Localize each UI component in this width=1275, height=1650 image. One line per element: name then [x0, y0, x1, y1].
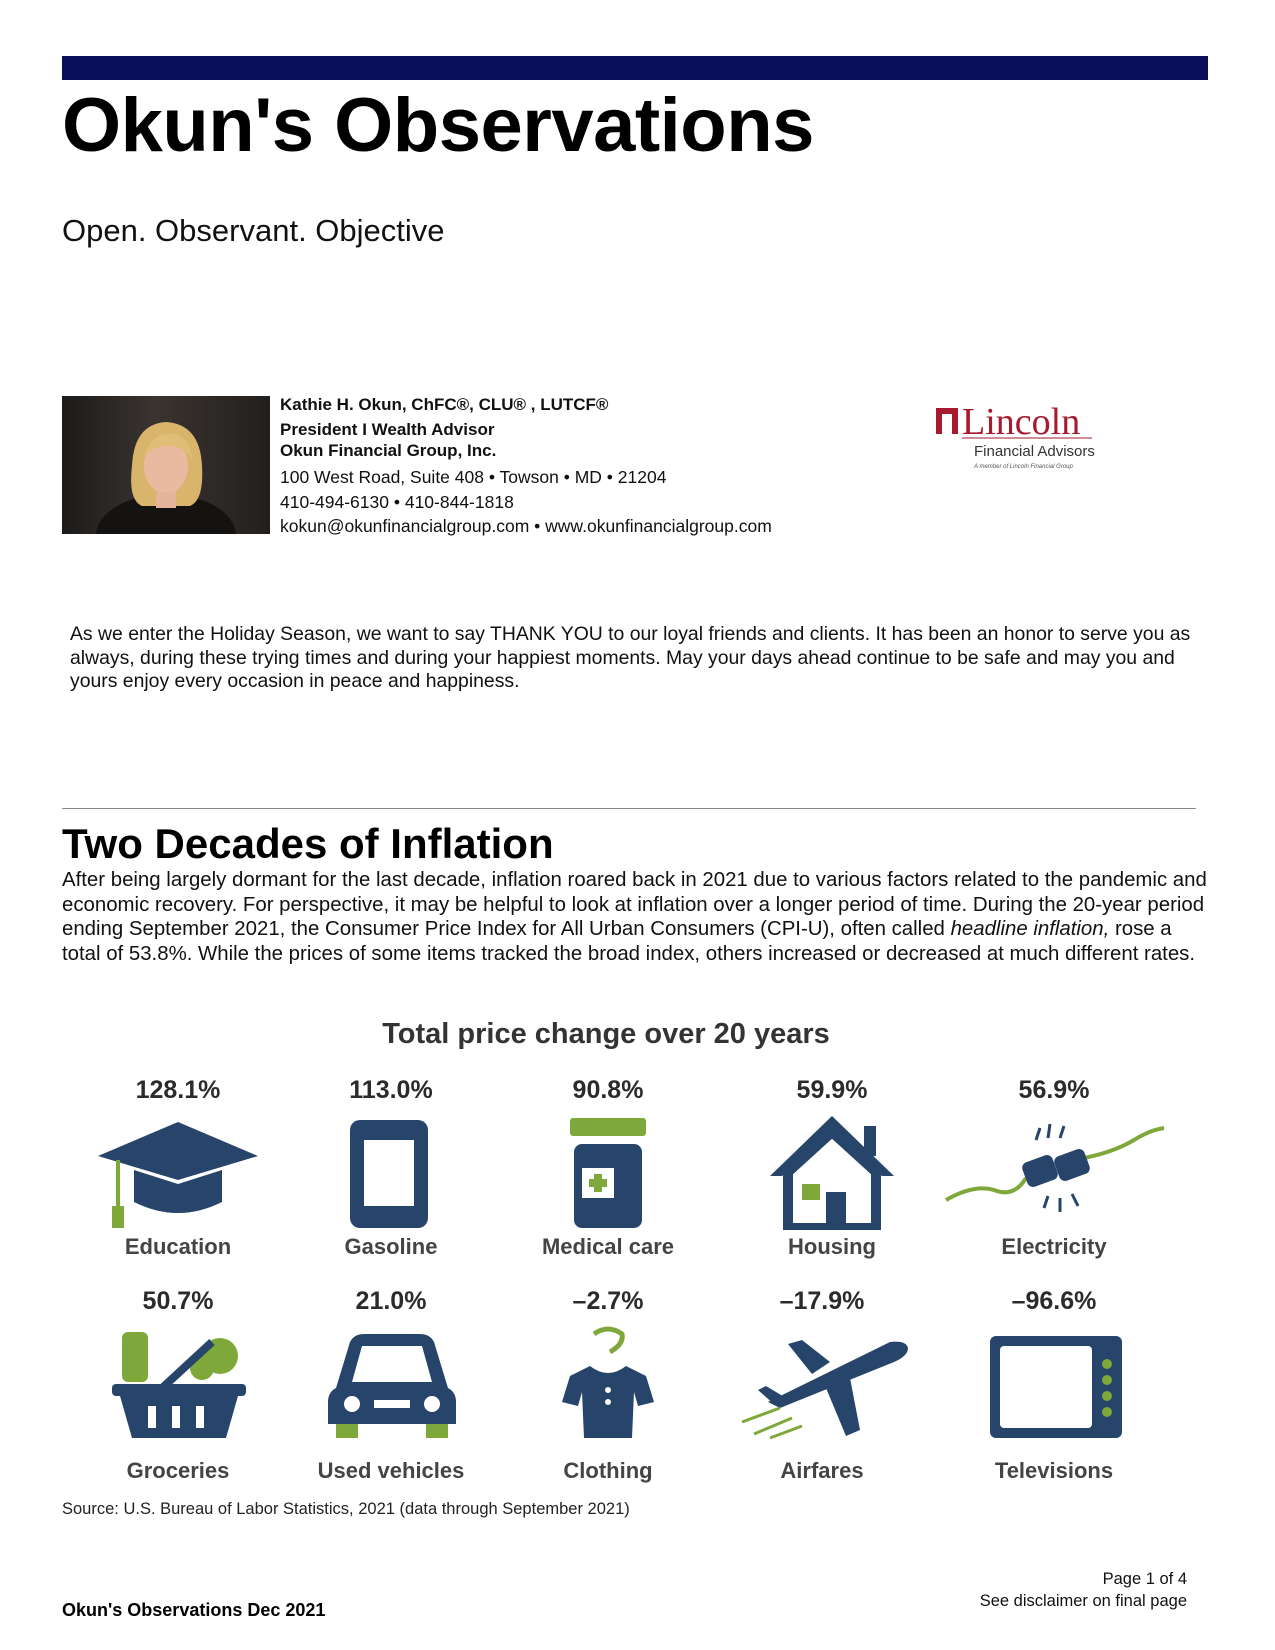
stat-airfares — [722, 1287, 922, 1316]
stat-education — [78, 1076, 278, 1105]
stat-televisions — [954, 1287, 1154, 1316]
article-body — [62, 868, 1212, 967]
page-footer: Okun's Observations Dec 2021 — [62, 1600, 326, 1620]
chart-source: Source: U.S. Bureau of Labor Statistics, 2021 (data through September 2021) — [62, 1500, 630, 1518]
fuel-pump-icon — [346, 1116, 436, 1230]
article-emphasis: headline inflation, — [950, 918, 1110, 941]
advisor-role: President I Wealth Advisor — [280, 419, 495, 439]
stat-clothing — [508, 1287, 708, 1316]
advisor-address: 100 West Road, Suite 408 • Towson • MD • 21204 — [280, 467, 667, 487]
article-text: After being largely dormant for the last decade, inflation roared back in 2021 due to various factors related to the pandemic and economic recovery. For perspective, it may be helpful to look at inflation over a longer period of time. During the 20-year period ending September 2021, the Consumer Price Index for All Urban Consumers (CPI-U), often called — [62, 869, 1207, 941]
stat-value: 50.7% — [142, 1287, 214, 1315]
header-bar — [62, 56, 1208, 80]
stat-value: 90.8% — [572, 1076, 644, 1104]
airplane-icon — [740, 1336, 912, 1440]
holiday-message: As we enter the Holiday Season, we want to say THANK YOU to our loyal friends and clients. It has been an honor to serve you as always, during these trying times and during your happiest moments. May your days ahead continue to be safe and may you and yours enjoy every occasion in peace and happiness. — [70, 623, 1191, 692]
stat-used-vehicles — [291, 1287, 491, 1316]
stat-value: –17.9% — [779, 1287, 865, 1315]
grocery-basket-icon — [110, 1326, 250, 1440]
newsletter-tagline: Open. Observant. Objective — [62, 213, 445, 248]
stat-label-groceries: Groceries — [126, 1458, 230, 1483]
stat-gasoline — [291, 1076, 491, 1105]
stat-label-electricity: Electricity — [1001, 1234, 1107, 1259]
graduation-cap-icon — [96, 1118, 260, 1230]
stat-electricity — [954, 1076, 1154, 1105]
stat-medical-care — [508, 1076, 708, 1105]
lincoln-logo — [934, 398, 1124, 476]
advisor-name: Kathie H. Okun, ChFC®, CLU® , LUTCF® — [280, 395, 609, 414]
stat-value: 113.0% — [349, 1076, 433, 1104]
stat-label-gasoline: Gasoline — [344, 1234, 438, 1259]
stat-label-used-vehicles: Used vehicles — [317, 1458, 465, 1483]
stat-label-medical-care: Medical care — [541, 1234, 675, 1259]
stat-groceries — [78, 1287, 278, 1316]
stat-value: 21.0% — [355, 1287, 427, 1315]
advisor-phones: 410-494-6130 • 410-844-1818 — [280, 491, 514, 512]
stat-label-housing: Housing — [788, 1234, 876, 1259]
lincoln-logo-name: Lincoln — [962, 401, 1081, 443]
stat-label-education: Education — [124, 1234, 232, 1259]
section-divider — [62, 808, 1196, 809]
shirt-icon — [560, 1326, 656, 1440]
lincoln-logo-tagline: A member of Lincoln Financial Group — [974, 464, 1073, 470]
stat-label-televisions: Televisions — [994, 1458, 1114, 1483]
advisor-photo — [62, 396, 270, 534]
stat-value: 56.9% — [1018, 1076, 1090, 1104]
page-info — [980, 1568, 1187, 1612]
car-icon — [326, 1330, 458, 1440]
advisor-contact — [280, 393, 772, 539]
page-number: Page 1 of 4 — [1102, 1570, 1187, 1588]
advisor-web[interactable]: kokun@okunfinancialgroup.com • www.okunfinancialgroup.com — [280, 516, 772, 536]
lincoln-logo-mark — [936, 408, 958, 434]
newsletter-title: Okun's Observations — [62, 83, 814, 168]
lincoln-logo-subtitle: Financial Advisors — [974, 443, 1095, 460]
stat-value: –96.6% — [1011, 1287, 1097, 1315]
article-heading: Two Decades of Inflation — [62, 820, 554, 867]
stat-value: 59.9% — [796, 1076, 868, 1104]
disclaimer-note: See disclaimer on final page — [979, 1592, 1187, 1610]
chart-title: Total price change over 20 years — [382, 1018, 830, 1050]
stat-label-airfares: Airfares — [780, 1458, 864, 1483]
article-text-continued: rose a total of 53.8%. While the prices of some items tracked the broad index, others increased or decreased at much different rates. — [62, 918, 1196, 966]
stat-value: 128.1% — [135, 1076, 221, 1104]
stat-label-clothing: Clothing — [563, 1458, 653, 1483]
advisor-company: Okun Financial Group, Inc. — [280, 441, 497, 460]
medicine-bottle-icon — [566, 1116, 650, 1230]
stat-value: –2.7% — [572, 1287, 644, 1315]
television-icon — [988, 1334, 1124, 1440]
plug-icon — [944, 1118, 1166, 1214]
house-icon — [768, 1112, 896, 1230]
stat-housing — [732, 1076, 932, 1105]
